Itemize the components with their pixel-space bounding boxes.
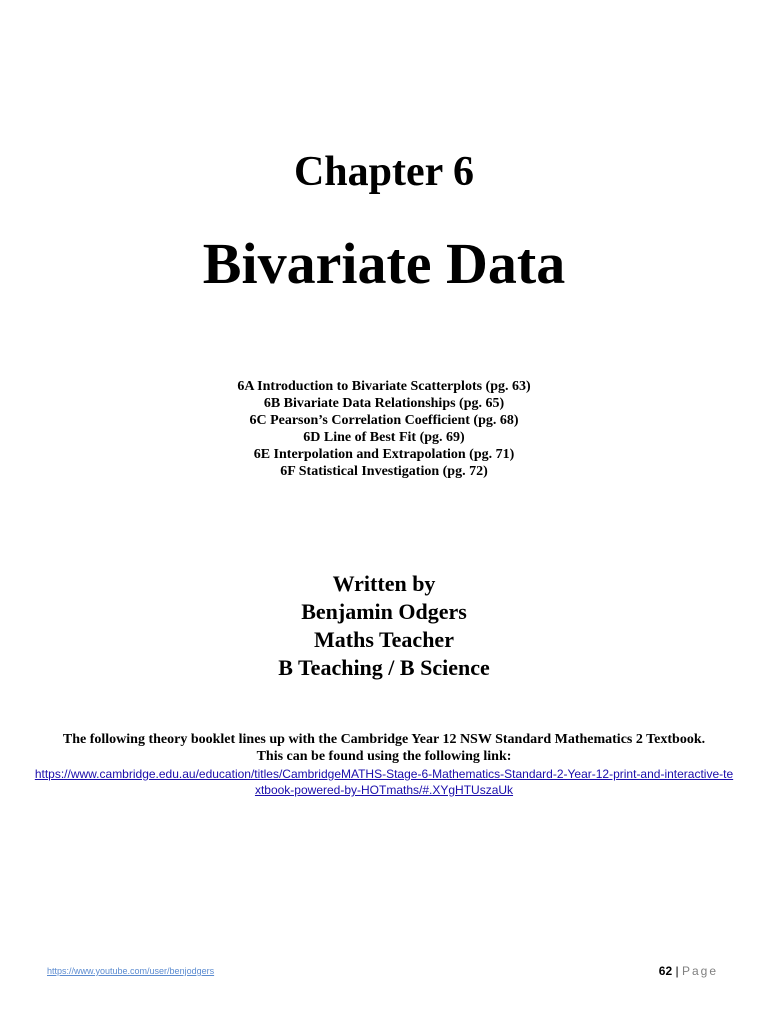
table-of-contents <box>0 378 768 480</box>
page-separator: | <box>675 964 679 978</box>
footer-youtube-link[interactable]: https://www.youtube.com/user/benjodgers <box>47 966 215 976</box>
author-block <box>0 570 768 682</box>
textbook-note <box>0 731 768 798</box>
toc-item-6e: 6E Interpolation and Extrapolation (pg. 71) <box>253 447 515 462</box>
author-qualifications: B Teaching / B Science <box>278 655 490 680</box>
textbook-link[interactable]: https://www.cambridge.edu.au/education/titles/CambridgeMATHS-Stage-6-Mathematics-Standard-2-Year-12-print-and-interactive-textbook-powered-by-HOTmaths/#.XYgHTUszaUk <box>34 767 734 797</box>
toc-item-6a: 6A Introduction to Bivariate Scatterplots (pg. 63) <box>237 379 531 394</box>
page-word: Page <box>681 964 718 978</box>
page-number: 62 <box>658 964 673 978</box>
toc-item-6c: 6C Pearson’s Correlation Coefficient (pg. 68) <box>249 413 519 428</box>
toc-item-6b: 6B Bivariate Data Relationships (pg. 65) <box>263 396 505 411</box>
author-name: Benjamin Odgers <box>301 599 467 624</box>
toc-item-6d: 6D Line of Best Fit (pg. 69) <box>303 430 465 445</box>
author-role: Maths Teacher <box>314 627 454 652</box>
written-by-label: Written by <box>332 571 436 596</box>
chapter-title: Bivariate Data <box>202 231 566 296</box>
toc-item-6f: 6F Statistical Investigation (pg. 72) <box>280 464 488 479</box>
textbook-note-text: The following theory booklet lines up with the Cambridge Year 12 NSW Standard Mathematics 2 Textbook. This can be found using the following link: <box>62 732 706 764</box>
page-footer <box>659 964 718 978</box>
chapter-label: Chapter 6 <box>293 149 475 195</box>
